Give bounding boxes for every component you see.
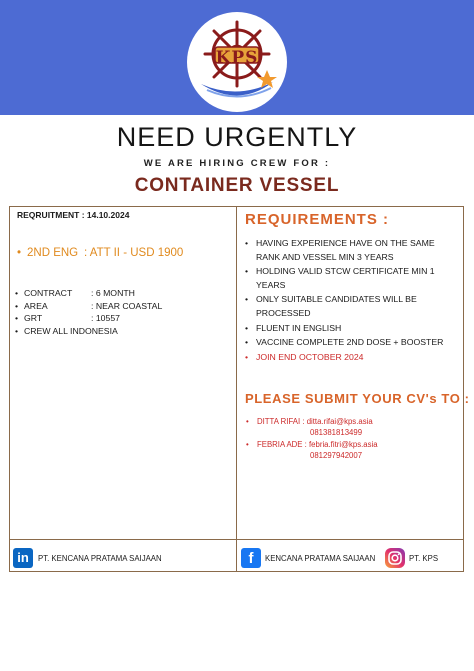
bullet-icon: • <box>245 351 249 362</box>
contact-phone[interactable]: 081381813499 <box>310 428 363 437</box>
detail-row <box>15 312 162 325</box>
bullet-icon: • <box>245 266 249 277</box>
position-salary: : ATT II - USD 1900 <box>84 247 184 259</box>
linkedin-label[interactable]: PT. KENCANA PRATAMA SAIJAAN <box>38 554 162 563</box>
contact-entry <box>246 416 373 438</box>
facebook-label[interactable]: KENCANA PRATAMA SAIJAAN <box>265 554 376 563</box>
bullet-icon: • <box>245 337 249 348</box>
requirements-list <box>245 237 457 365</box>
column-divider <box>236 206 237 572</box>
bullet-icon: • <box>245 294 249 305</box>
submit-cv-title: PLEASE SUBMIT YOUR CV's TO : <box>245 391 470 406</box>
bullet-icon: • <box>15 300 19 311</box>
detail-value: : 6 MONTH <box>91 288 135 298</box>
facebook-icon[interactable]: f <box>241 548 261 568</box>
instagram-label[interactable]: PT. KPS <box>409 554 439 563</box>
detail-row <box>15 287 162 300</box>
detail-key: AREA <box>24 300 48 311</box>
bullet-icon: • <box>15 313 19 323</box>
contact-entry <box>246 439 378 461</box>
contact-phone[interactable]: 081297942007 <box>310 451 363 460</box>
requirement-text: FLUENT IN ENGLISH <box>256 322 342 333</box>
headline: NEED URGENTLY <box>116 122 358 152</box>
detail-row <box>15 325 162 338</box>
bullet-icon: • <box>17 247 22 259</box>
join-date-item <box>245 351 457 365</box>
bullet-icon: • <box>246 440 249 449</box>
logo-text: KPS <box>215 48 259 68</box>
recruitment-date: REQRUITMENT : 14.10.2024 <box>17 210 130 220</box>
job-details <box>15 287 162 337</box>
contact-email[interactable]: : ditta.rifai@kps.asia <box>302 417 373 426</box>
requirement-item <box>245 265 457 292</box>
requirement-text: HOLDING VALID STCW CERTIFICATE MIN 1 YEARS <box>256 266 435 290</box>
detail-key: GRT <box>24 313 43 323</box>
position-rank: 2ND ENG <box>27 247 79 259</box>
detail-value: : 10557 <box>91 313 120 323</box>
vessel-type-title: CONTAINER VESSEL <box>134 175 340 196</box>
bullet-icon: • <box>246 417 249 426</box>
requirement-text: JOIN END OCTOBER 2024 <box>256 351 364 362</box>
requirements-title: REQUIREMENTS : <box>245 211 390 228</box>
position-line <box>17 247 183 259</box>
linkedin-icon[interactable]: in <box>13 548 33 568</box>
requirement-item <box>245 293 457 320</box>
bullet-icon: • <box>15 325 19 336</box>
instagram-icon[interactable] <box>385 548 405 568</box>
bullet-icon: • <box>245 238 249 248</box>
detail-key: CONTRACT <box>24 288 73 298</box>
detail-key: CREW ALL INDONESIA <box>24 325 118 336</box>
detail-value: : NEAR COASTAL <box>91 300 163 311</box>
contact-name: DITTA RIFAI <box>257 417 301 426</box>
requirement-item <box>245 322 457 336</box>
bullet-icon: • <box>15 288 19 298</box>
requirement-item <box>245 336 457 350</box>
footer-divider <box>9 539 464 540</box>
detail-row <box>15 300 162 313</box>
requirement-text: HAVING EXPERIENCE HAVE ON THE SAME RANK AND VESSEL MIN 3 YEARS <box>256 238 435 262</box>
requirement-text: VACCINE COMPLETE 2ND DOSE + BOOSTER <box>256 337 444 348</box>
subheadline: WE ARE HIRING CREW FOR : <box>143 158 331 169</box>
contact-name: FEBRIA ADE <box>257 440 303 449</box>
bullet-icon: • <box>245 322 249 333</box>
contact-email[interactable]: : febria.fitri@kps.asia <box>304 440 378 449</box>
requirement-item <box>245 237 457 264</box>
requirement-text: ONLY SUITABLE CANDIDATES WILL BE PROCESSED <box>256 294 417 318</box>
company-logo <box>187 12 287 112</box>
